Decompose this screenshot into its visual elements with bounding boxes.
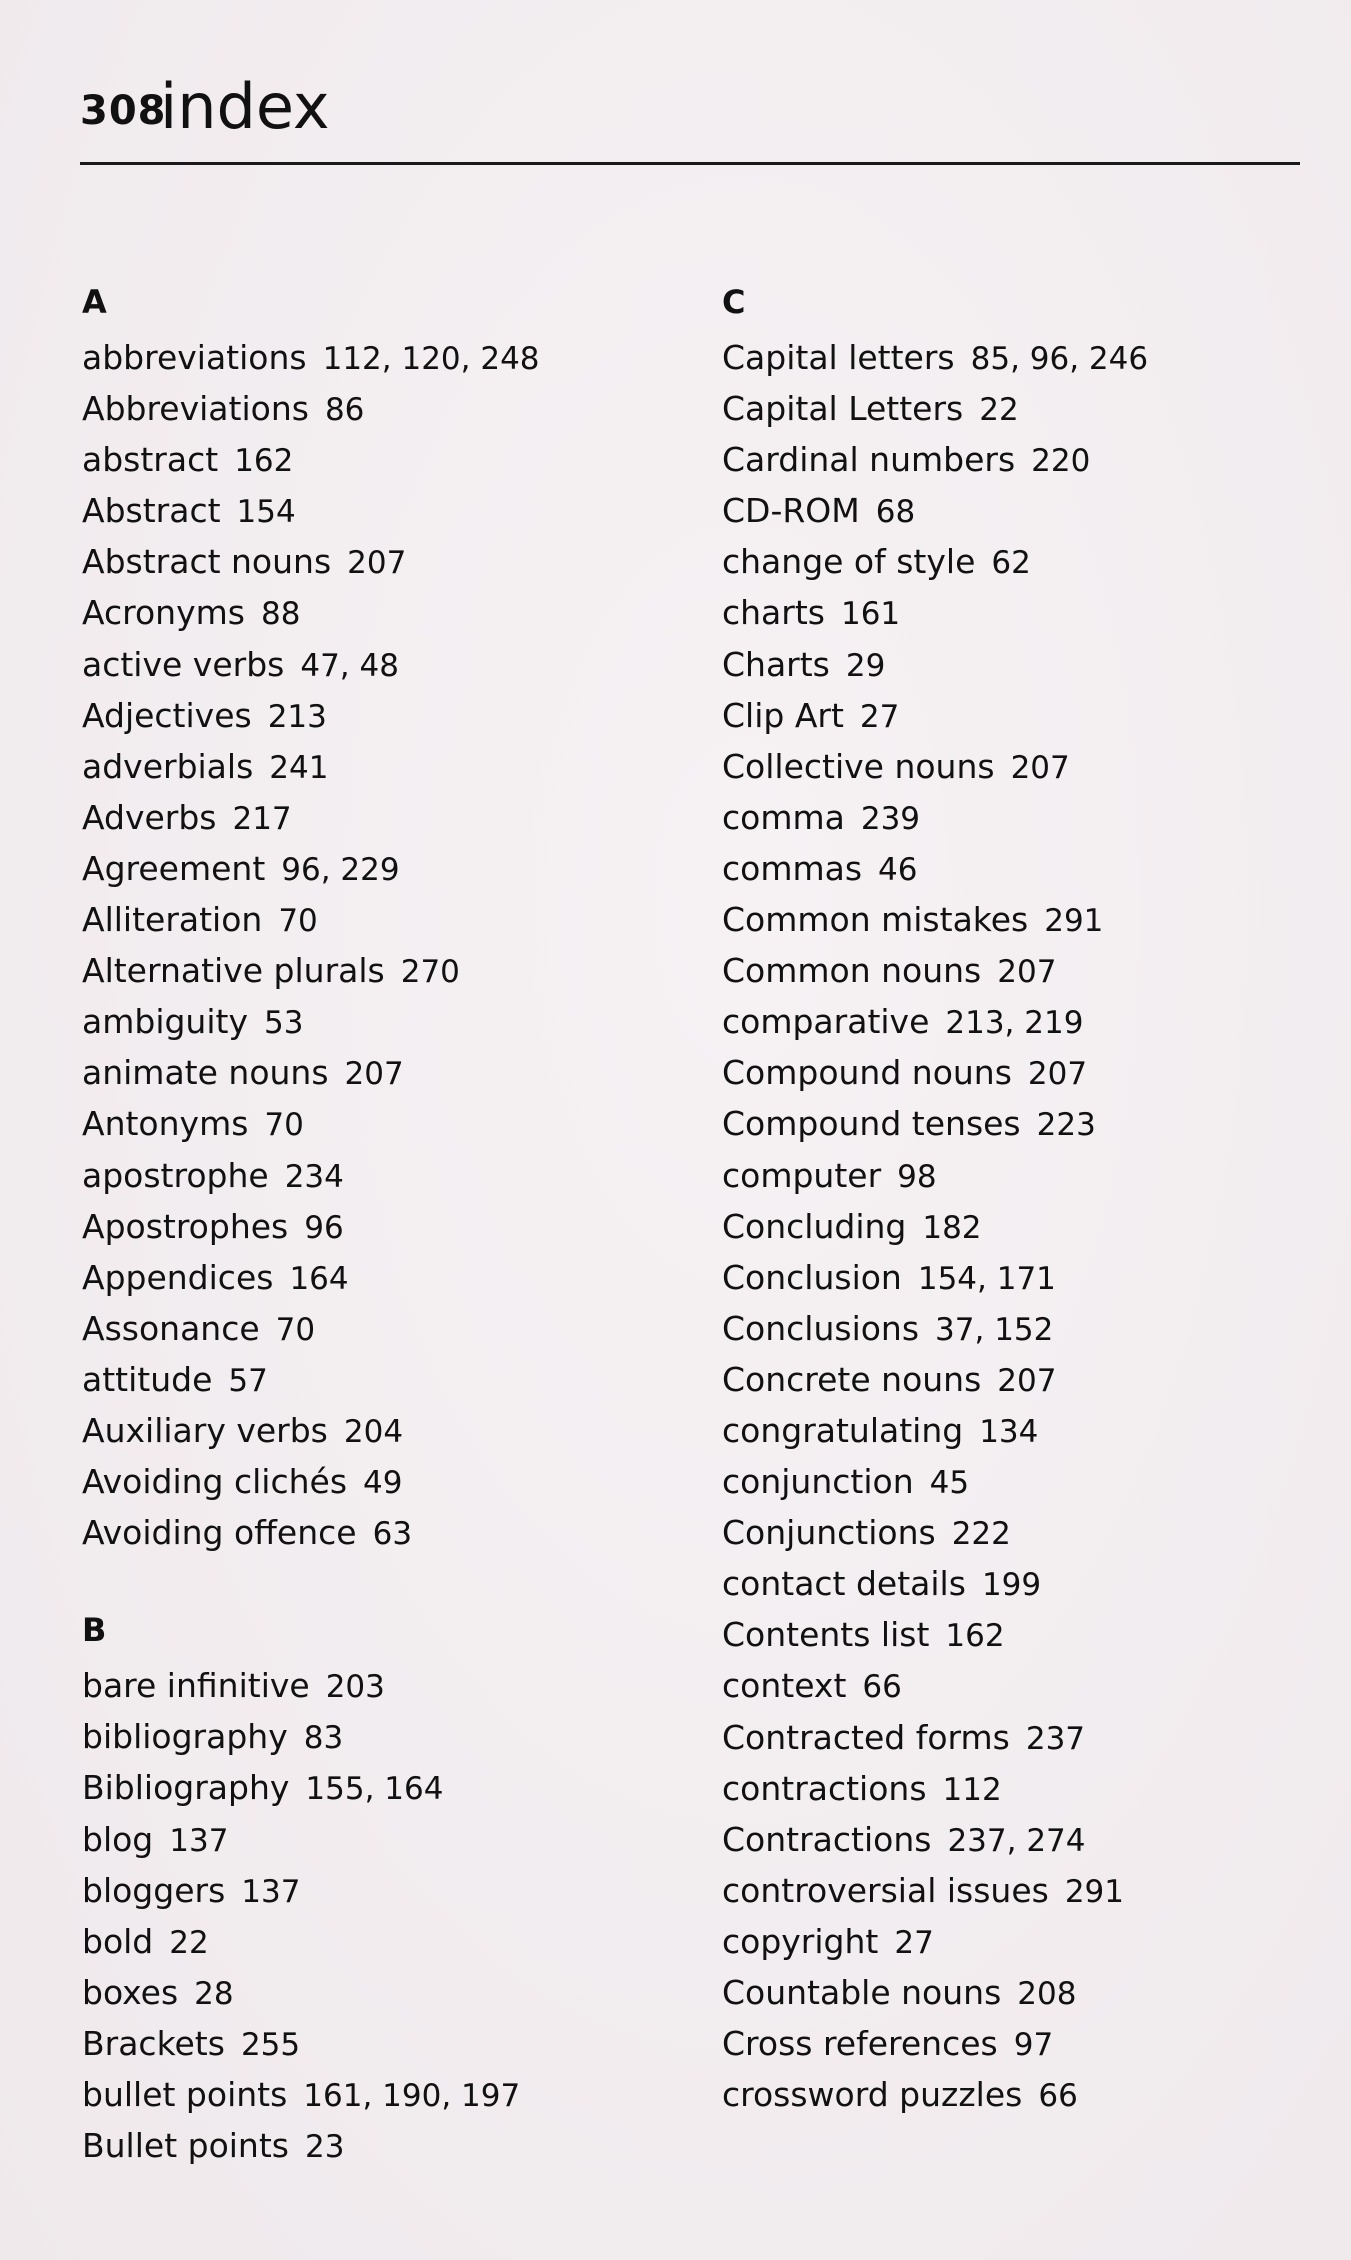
index-term: Apostrophes [82,1206,289,1246]
index-entry [82,1098,540,1149]
index-term: Appendices [82,1257,274,1297]
index-term: attitude [82,1359,213,1399]
index-term: Cardinal numbers [722,440,1016,480]
index-page-numbers: 45 [929,1465,970,1502]
index-term: Contents list [722,1615,930,1655]
index-page-numbers: 68 [875,494,916,531]
index-page-numbers: 96 [304,1209,344,1246]
index-term: Alliteration [82,900,263,940]
index-term: Conclusion [722,1257,902,1297]
index-term: Countable nouns [722,1973,1002,2012]
index-page-numbers: 234 [284,1158,344,1195]
index-term: ambiguity [82,1002,248,1042]
index-entry [82,1201,540,1252]
index-entry [82,1967,540,2018]
index-entry [82,536,540,587]
index-entry [82,690,540,741]
index-page-numbers: 70 [275,1311,316,1348]
index-entry [722,1660,1148,1711]
index-term: Capital Letters [722,389,964,429]
index-page-numbers: 222 [951,1516,1011,1553]
index-entry [722,383,1148,434]
index-term: Collective nouns [722,746,995,786]
index-entry [82,639,540,690]
index-entry [82,1047,540,1098]
index-page-numbers: 164 [289,1260,349,1297]
index-entry [82,741,540,792]
index-entry [722,1303,1148,1354]
index-page-numbers: 22 [169,1924,209,1961]
index-entry [722,690,1148,741]
index-page-numbers: 217 [232,800,292,837]
index-entry [722,2018,1148,2069]
index-page-numbers: 134 [979,1413,1039,1450]
index-term: abstract [82,440,219,480]
index-term: bullet points [82,2075,288,2114]
index-page-numbers: 161 [840,596,901,633]
index-entry [722,1916,1148,1967]
index-term: contractions [722,1768,927,1808]
index-term: Compound tenses [722,1104,1021,1144]
index-page-numbers: 137 [169,1822,229,1859]
index-entry [722,2069,1148,2120]
index-page-numbers: 223 [1036,1107,1096,1144]
index-page-numbers: 28 [194,1975,234,2012]
index-page-numbers: 49 [363,1465,403,1502]
index-term: Avoiding offence [82,1513,357,1553]
index-page-numbers: 291 [1064,1873,1124,1910]
index-page-numbers: 207 [347,545,407,582]
index-term: Bibliography [82,1768,290,1808]
index-column-left [82,282,540,2171]
index-page-numbers: 86 [324,392,365,429]
index-term: Antonyms [82,1104,249,1144]
index-entry [82,1814,540,1865]
index-entry [82,1507,540,1558]
index-entry [82,1916,540,1967]
section-heading-c: C [722,283,746,321]
index-page-numbers: 70 [278,903,318,940]
index-entry [722,1456,1148,1507]
index-term: Agreement [82,848,266,888]
index-term: animate nouns [82,1053,329,1093]
index-entry [722,1967,1148,2018]
index-entry [722,1865,1148,1916]
index-page-numbers: 85, 96, 246 [970,341,1149,377]
index-term: bare infinitive [82,1666,310,1706]
index-page-numbers: 154, 171 [917,1260,1056,1297]
index-entry [82,434,540,485]
index-page-numbers: 53 [263,1005,304,1042]
index-term: Clip Art [722,695,844,735]
index-term: controversial issues [722,1870,1049,1910]
index-page-numbers: 62 [991,545,1031,582]
index-page-numbers: 27 [859,698,900,735]
index-page-numbers: 70 [264,1107,304,1144]
index-page-numbers: 155, 164 [305,1771,444,1808]
index-page-numbers: 98 [897,1158,937,1195]
page-header [80,70,1300,165]
index-page-numbers: 47, 48 [300,647,399,684]
index-page-numbers: 46 [878,851,918,888]
index-page-numbers: 161, 190, 197 [303,2078,521,2114]
index-term: Cross references [722,2024,998,2064]
section-heading-b: B [82,1611,107,1650]
index-term: Conjunctions [722,1513,936,1553]
index-term: Brackets [82,2023,225,2063]
index-entry [82,1150,540,1201]
index-page-numbers: 96, 229 [281,851,400,888]
index-term: commas [722,848,863,888]
index-term: Abbreviations [82,389,309,429]
index-term: congratulating [722,1410,964,1450]
index-entry [722,996,1148,1047]
index-entry [722,1405,1148,1456]
index-page-numbers: 208 [1017,1976,1077,2012]
index-term: conjunction [722,1462,914,1502]
index-term: Concrete nouns [722,1359,982,1399]
index-page-numbers: 291 [1044,903,1104,940]
index-page-numbers: 57 [228,1362,268,1399]
index-entry [722,587,1148,638]
index-entry [82,2120,540,2171]
index-entry [82,2069,540,2120]
index-entry [82,1252,540,1303]
index-term: Adjectives [82,695,252,735]
index-term: crossword puzzles [722,2075,1023,2115]
index-page-numbers: 162 [945,1618,1005,1655]
index-term: Contracted forms [722,1717,1010,1757]
index-term: Acronyms [82,593,245,633]
index-page-numbers: 22 [979,392,1019,429]
index-term: bloggers [82,1870,226,1910]
index-term: Capital letters [722,338,955,377]
index-entry [722,1507,1148,1558]
index-page-numbers: 66 [1038,2078,1078,2115]
index-page-numbers: 154 [236,494,296,531]
index-page-numbers: 63 [372,1516,413,1553]
index-entry [82,383,540,434]
index-term: Bullet points [82,2126,289,2166]
index-term: CD-ROM [722,491,860,531]
index-entry [82,894,540,945]
index-term: Adverbs [82,797,217,837]
index-page-numbers: 182 [922,1209,982,1246]
index-page-numbers: 255 [240,2026,301,2063]
index-page-numbers: 112, 120, 248 [322,341,540,377]
index-term: comma [722,797,845,837]
index-page-numbers: 83 [303,1720,344,1757]
index-entry [722,945,1148,996]
index-entry [82,1354,540,1405]
index-term: bibliography [82,1717,288,1757]
index-list-c [722,332,1148,2120]
index-page-numbers: 199 [981,1567,1042,1604]
index-page-numbers: 213 [267,698,327,735]
index-entry [82,1303,540,1354]
index-entry [722,741,1148,792]
index-entry [722,1047,1148,1098]
index-page-numbers: 66 [862,1669,902,1706]
index-entry [82,1865,540,1916]
page-title: index [160,70,330,143]
index-list-b [82,1660,540,2171]
index-entry [722,639,1148,690]
index-page-numbers: 207 [997,1362,1057,1399]
index-term: blog [82,1819,154,1859]
index-term: copyright [722,1921,879,1961]
index-term: charts [722,593,825,633]
index-term: Conclusions [722,1308,920,1348]
index-term: Contractions [722,1819,932,1859]
index-term: change of style [722,542,976,582]
index-page-numbers: 112 [942,1771,1002,1808]
index-page-numbers: 23 [304,2129,345,2166]
index-page-numbers: 241 [269,749,329,786]
index-entry [722,843,1148,894]
index-page-numbers: 204 [343,1413,404,1450]
index-entry [82,843,540,894]
index-entry [722,894,1148,945]
index-entry [722,536,1148,587]
index-term: context [722,1666,847,1706]
index-entry [722,792,1148,843]
index-column-right [722,282,1148,2120]
index-term: Auxiliary verbs [82,1410,328,1450]
index-term: computer [722,1155,882,1195]
index-page-numbers: 88 [260,596,301,633]
index-term: bold [82,1921,154,1961]
index-term: Abstract [82,491,221,531]
index-entry [82,1456,540,1507]
index-term: Alternative plurals [82,951,385,991]
index-page-numbers: 213, 219 [945,1005,1084,1042]
index-entry [82,2018,540,2069]
index-entry [82,485,540,536]
index-entry [722,332,1148,383]
index-entry [82,1711,540,1762]
index-page-numbers: 97 [1013,2027,1054,2064]
index-term: abbreviations [82,338,307,377]
index-entry [722,434,1148,485]
index-entry [82,1660,540,1711]
index-entry [722,1252,1148,1303]
index-page-numbers: 270 [400,954,460,991]
index-entry [722,1558,1148,1609]
section-heading-a: A [82,283,107,321]
index-term: Avoiding clichés [82,1462,348,1502]
index-term: adverbials [82,746,254,786]
index-entry [82,792,540,843]
index-page-numbers: 203 [325,1669,385,1706]
index-page-numbers: 237, 274 [947,1822,1086,1859]
index-page-numbers: 27 [894,1924,934,1961]
index-entry [82,332,540,383]
index-entry [722,1354,1148,1405]
index-entry [722,1098,1148,1149]
index-page-numbers: 37, 152 [935,1311,1054,1348]
index-entry [722,485,1148,536]
index-term: apostrophe [82,1155,269,1195]
index-entry [722,1763,1148,1814]
index-entry [82,945,540,996]
index-term: Concluding [722,1206,907,1246]
index-page-numbers: 220 [1031,443,1091,480]
index-term: boxes [82,1972,179,2012]
index-term: Common mistakes [722,900,1029,940]
index-entry [722,1609,1148,1660]
index-page-numbers: 29 [845,647,886,684]
index-term: comparative [722,1002,930,1042]
index-term: Abstract nouns [82,542,332,582]
page-number: 308 [80,88,167,134]
index-entry [82,1762,540,1813]
index-list-a [82,332,540,1558]
index-entry [722,1712,1148,1763]
index-page-numbers: 207 [1010,749,1070,786]
index-page-numbers: 237 [1025,1720,1086,1757]
index-page-numbers: 207 [997,954,1057,991]
index-page-numbers: 207 [1027,1056,1088,1093]
index-term: contact details [722,1564,966,1604]
index-entry [82,996,540,1047]
index-entry [722,1814,1148,1865]
index-entry [82,1405,540,1456]
index-term: Charts [722,644,830,684]
index-page-numbers: 137 [241,1873,301,1910]
index-entry [82,587,540,638]
index-page-numbers: 162 [234,443,294,480]
index-term: Assonance [82,1308,260,1348]
index-term: active verbs [82,644,285,684]
index-entry [722,1150,1148,1201]
index-entry [722,1201,1148,1252]
index-page-numbers: 207 [344,1056,404,1093]
index-page-numbers: 239 [860,800,921,837]
index-term: Compound nouns [722,1053,1012,1093]
index-term: Common nouns [722,951,982,991]
